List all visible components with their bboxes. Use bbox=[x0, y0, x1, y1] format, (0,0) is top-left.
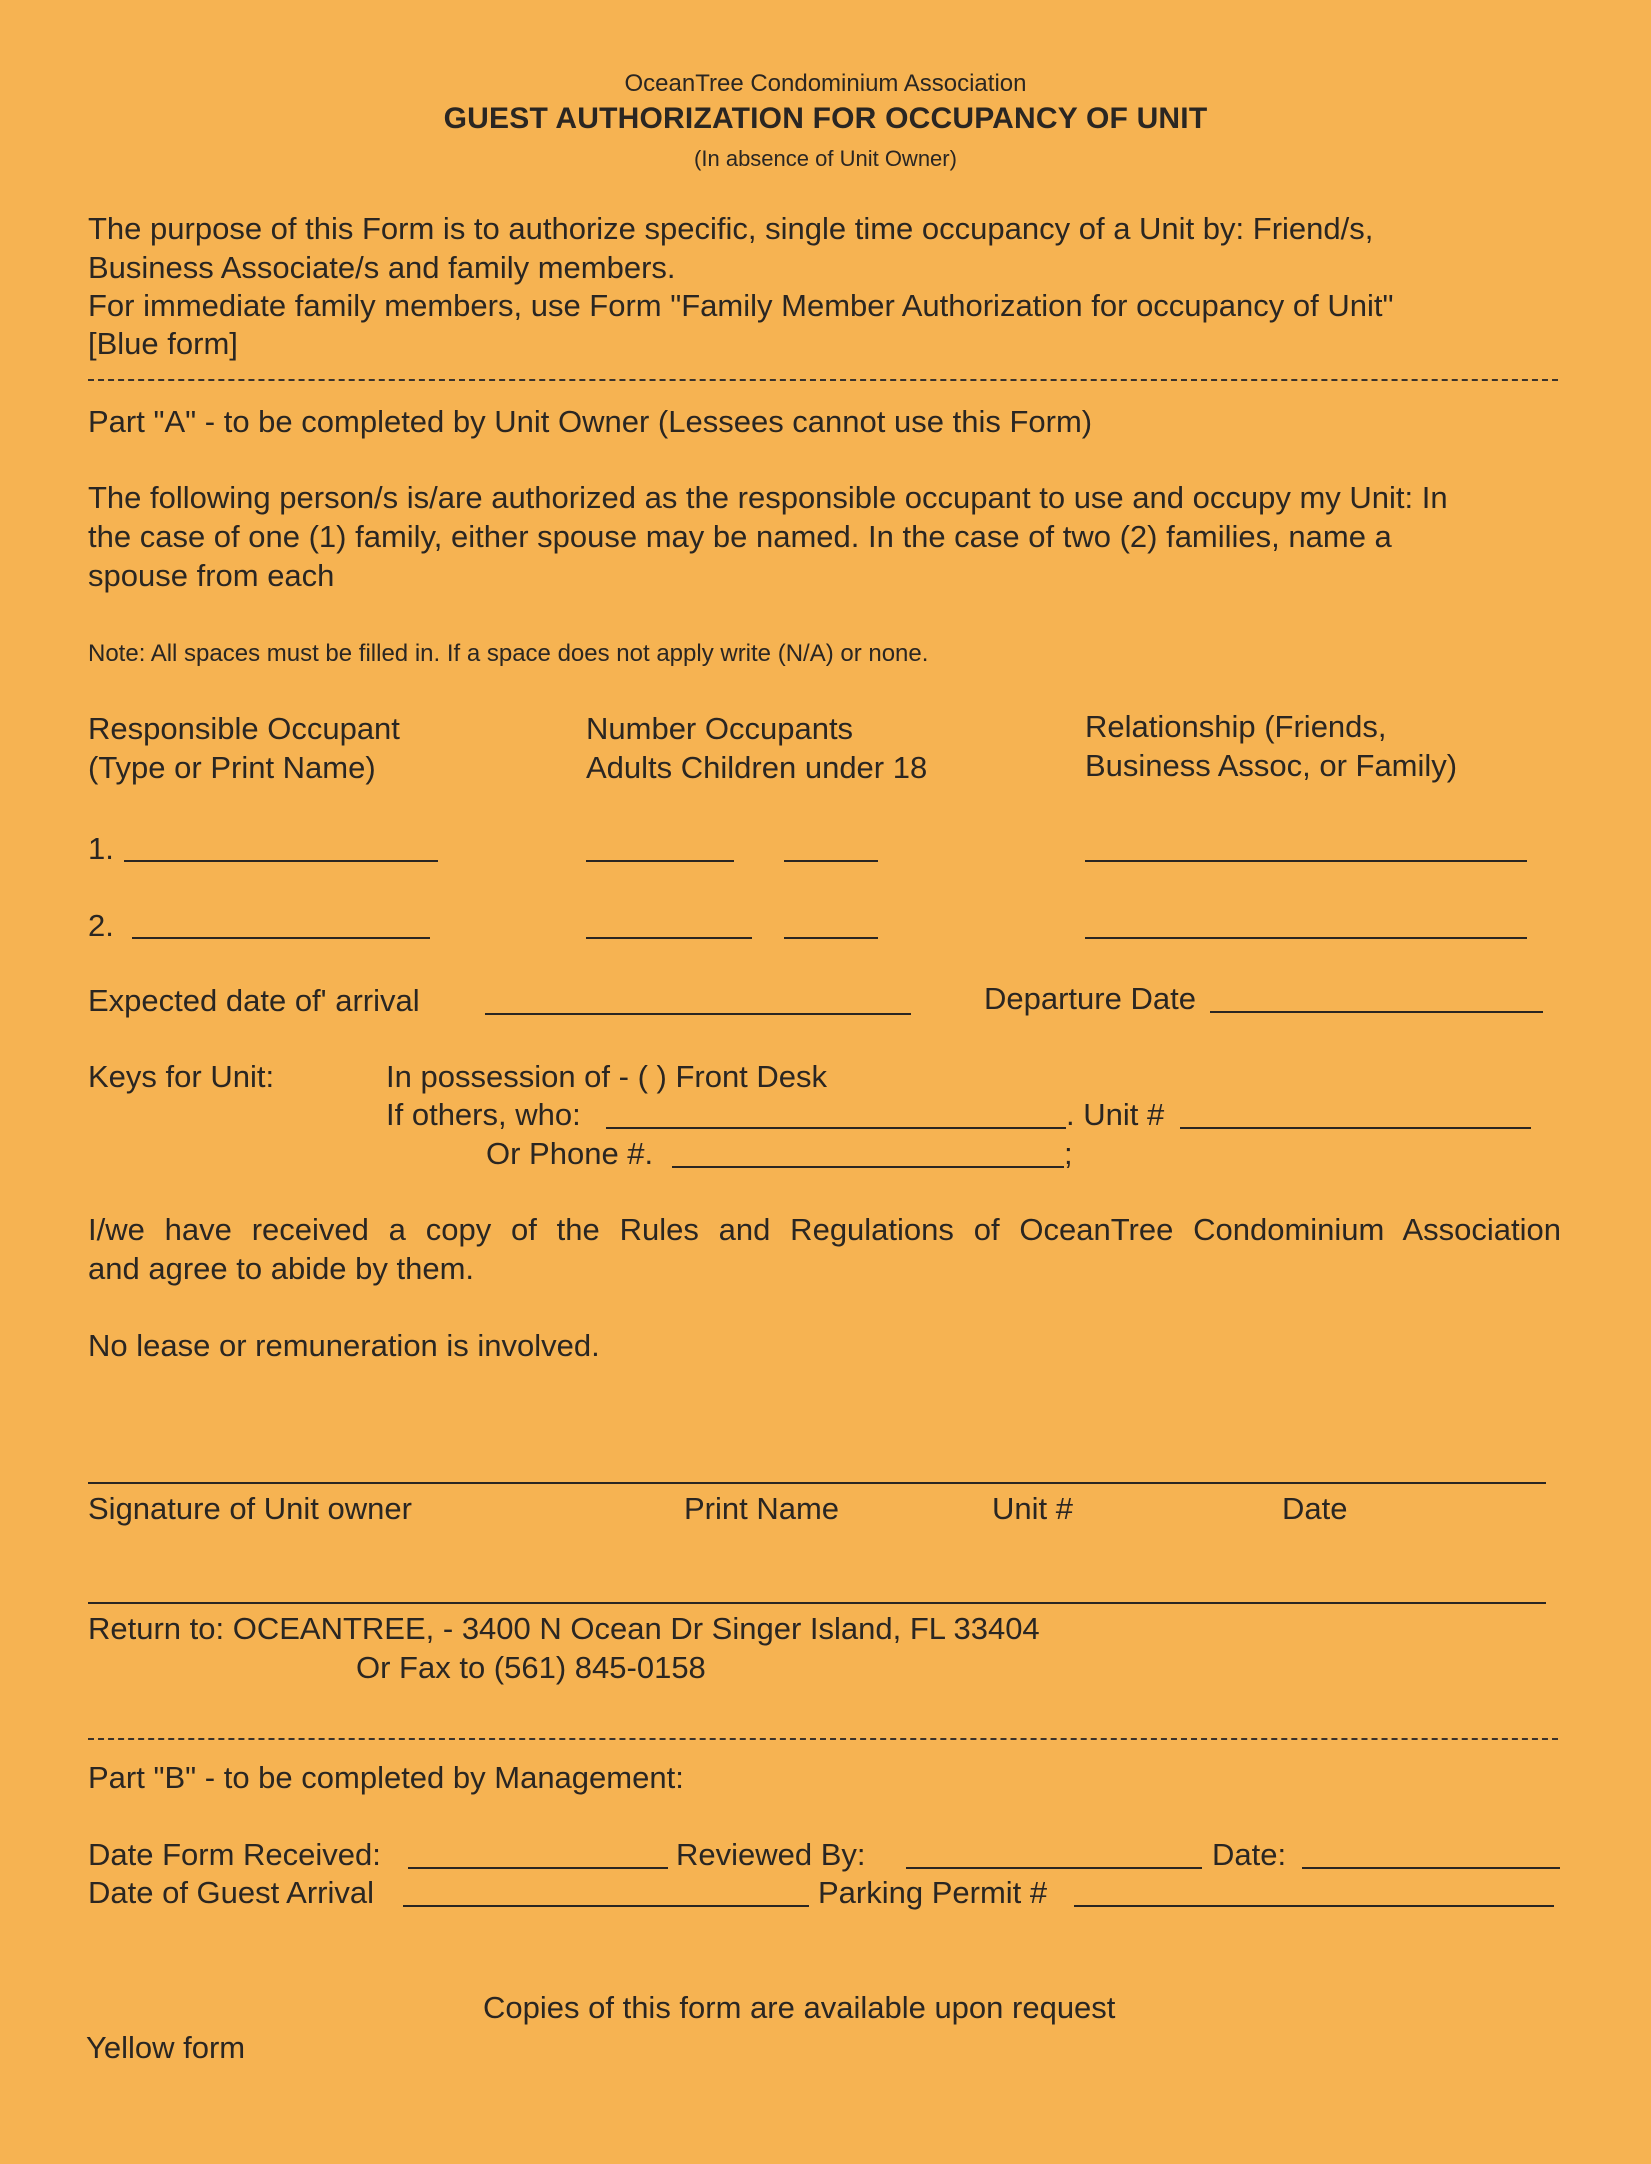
rules-line-2: and agree to abide by them. bbox=[88, 1251, 475, 1286]
col-relationship-header-1: Relationship (Friends, bbox=[1085, 709, 1387, 744]
row-1-adults-field[interactable] bbox=[586, 860, 734, 862]
row-2-occupant-field[interactable] bbox=[132, 937, 430, 939]
no-lease-statement: No lease or remuneration is involved. bbox=[88, 1328, 600, 1363]
part-a-para-line-3: spouse from each bbox=[88, 558, 335, 593]
keys-label: Keys for Unit: bbox=[88, 1059, 275, 1094]
row-2-adults-field[interactable] bbox=[586, 937, 752, 939]
signature-label: Signature of Unit owner bbox=[88, 1491, 412, 1526]
part-a-para-line-1: The following person/s is/are authorized as the responsible occupant to use and occupy my Unit: In bbox=[88, 480, 1448, 515]
col-number-header-2: Adults Children under 18 bbox=[586, 750, 928, 785]
intro-line-1: The purpose of this Form is to authorize specific, single time occupancy of a Unit by: Friend/s, bbox=[88, 211, 1374, 246]
guest-arrival-label: Date of Guest Arrival bbox=[88, 1875, 375, 1910]
divider-dashed-bottom bbox=[88, 1738, 1558, 1740]
parking-permit-label: Parking Permit # bbox=[818, 1875, 1048, 1910]
return-address: Return to: OCEANTREE, - 3400 N Ocean Dr Singer Island, FL 33404 bbox=[88, 1611, 1040, 1646]
form-subtitle: (In absence of Unit Owner) bbox=[694, 146, 957, 171]
divider-dashed-top bbox=[88, 379, 1558, 381]
parking-permit-field[interactable] bbox=[1074, 1905, 1554, 1907]
separator-line bbox=[88, 1602, 1546, 1604]
reviewed-by-label: Reviewed By: bbox=[676, 1837, 866, 1872]
row-1-number: 1. bbox=[88, 831, 114, 866]
unit-number-label: Unit # bbox=[992, 1491, 1073, 1526]
row-1-relationship-field[interactable] bbox=[1085, 860, 1527, 862]
date-received-field[interactable] bbox=[408, 1867, 668, 1869]
keys-phone-semicolon: ; bbox=[1064, 1136, 1073, 1171]
signature-date-label: Date bbox=[1282, 1491, 1348, 1526]
part-b-heading: Part "B" - to be completed by Management: bbox=[88, 1760, 684, 1795]
part-a-heading: Part "A" - to be completed by Unit Owner (Lessees cannot use this Form) bbox=[88, 404, 1093, 439]
row-2-relationship-field[interactable] bbox=[1085, 937, 1527, 939]
intro-line-2: Business Associate/s and family members. bbox=[88, 250, 676, 285]
guest-arrival-field[interactable] bbox=[403, 1905, 809, 1907]
arrival-field[interactable] bbox=[485, 1013, 911, 1015]
intro-line-3: For immediate family members, use Form "Family Member Authorization for occupancy of Unit" bbox=[88, 288, 1394, 323]
keys-others-field[interactable] bbox=[606, 1127, 1066, 1129]
form-color-label: Yellow form bbox=[86, 2030, 246, 2065]
signature-line[interactable] bbox=[88, 1482, 1546, 1484]
date-received-label: Date Form Received: bbox=[88, 1837, 381, 1872]
fill-note: Note: All spaces must be filled in. If a space does not apply write (N/A) or none. bbox=[88, 640, 929, 667]
org-name: OceanTree Condominium Association bbox=[624, 70, 1027, 97]
departure-label: Departure Date bbox=[984, 981, 1196, 1016]
rules-line-1: I/we have received a copy of the Rules and Regulations of OceanTree Condominium Association bbox=[88, 1212, 1561, 1247]
reviewed-by-field[interactable] bbox=[906, 1867, 1202, 1869]
keys-unit-label: . Unit # bbox=[1066, 1097, 1165, 1132]
intro-line-4: [Blue form] bbox=[88, 326, 238, 361]
form-title: GUEST AUTHORIZATION FOR OCCUPANCY OF UNIT bbox=[443, 102, 1208, 135]
keys-phone-label: Or Phone #. bbox=[486, 1136, 654, 1171]
keys-possession: In possession of - ( ) Front Desk bbox=[386, 1059, 828, 1094]
row-2-number: 2. bbox=[88, 908, 114, 943]
management-date-field[interactable] bbox=[1302, 1867, 1560, 1869]
row-1-occupant-field[interactable] bbox=[124, 860, 438, 862]
arrival-label: Expected date of' arrival bbox=[88, 983, 420, 1018]
copies-note: Copies of this form are available upon request bbox=[483, 1990, 1116, 2025]
col-number-header-1: Number Occupants bbox=[586, 711, 854, 746]
return-fax: Or Fax to (561) 845-0158 bbox=[356, 1650, 706, 1685]
departure-field[interactable] bbox=[1210, 1011, 1543, 1013]
col-occupant-header-1: Responsible Occupant bbox=[88, 711, 400, 746]
keys-others-label: If others, who: bbox=[386, 1097, 581, 1132]
keys-phone-field[interactable] bbox=[672, 1166, 1064, 1168]
print-name-label: Print Name bbox=[684, 1491, 840, 1526]
part-a-para-line-2: the case of one (1) family, either spouse may be named. In the case of two (2) families, name a bbox=[88, 519, 1392, 554]
col-occupant-header-2: (Type or Print Name) bbox=[88, 750, 376, 785]
col-relationship-header-2: Business Assoc, or Family) bbox=[1085, 748, 1458, 783]
row-1-children-field[interactable] bbox=[784, 860, 878, 862]
row-2-children-field[interactable] bbox=[784, 937, 878, 939]
keys-unit-field[interactable] bbox=[1180, 1127, 1531, 1129]
management-date-label: Date: bbox=[1212, 1837, 1287, 1872]
